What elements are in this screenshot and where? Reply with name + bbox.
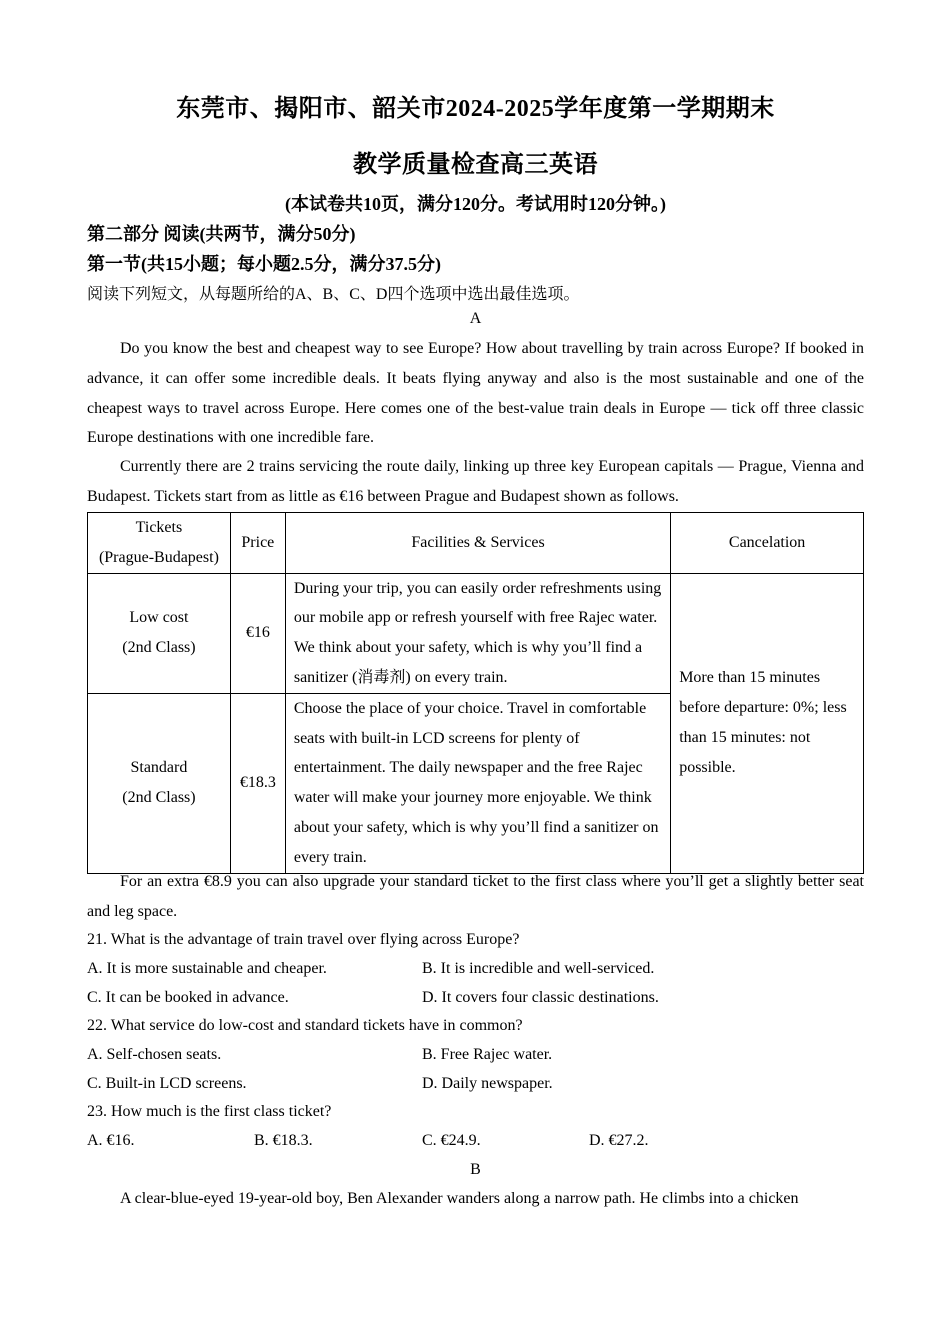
price-cell: €16 [230,573,285,693]
ticket-type-name: Standard [130,759,188,777]
passage-b-para1: A clear-blue-eyed 19-year-old boy, Ben Alexander wanders along a narrow path. He climbs into a chicken [120,1190,799,1207]
passage-a-para1: Do you know the best and cheapest way to see Europe? How about travelling by train across Europe? If booked in advance, it can offer some incredible deals. It beats flying anyway and also is the most sustainable and one of the cheapest ways to travel across Europe. Here comes one of the best-value train deals in Europe — tick off three classic Europe destinations with one incredible fare. [87,340,864,447]
price-cell: €18.3 [230,693,285,873]
header-tickets-line1: Tickets [135,519,183,536]
question-22-option-c: C. Built-in LCD screens. [87,1075,247,1092]
exam-title-line1: 东莞市、揭阳市、韶关市2024-2025学年度第一学期期末 [176,96,775,122]
header-tickets [88,513,231,574]
section-heading: 第一节(共15小题；每小题2.5分，满分37.5分) [87,254,441,274]
header-cancelation: Cancelation [671,513,864,574]
instruction: 阅读下列短文，从每题所给的A、B、C、D四个选项中选出最佳选项。 [87,286,580,303]
question-23-option-b: B. €18.3. [254,1132,313,1149]
ticket-type-name: Low cost [129,609,189,627]
table-header-row [88,513,864,574]
part-heading: 第二部分 阅读(共两节，满分50分) [87,224,356,244]
facilities-cell: During your trip, you can easily order refreshments using our mobile app or refresh yourself with free Rajec water. We think about your safety, which is why you’ll find a sanitizer (消毒剂) on every train. [285,573,670,693]
header-facilities: Facilities & Services [285,513,670,574]
facilities-cell: Choose the place of your choice. Travel in comfortable seats with built-in LCD screens for plenty of entertainment. The daily newspaper and the free Rajec water will make your journey more enjoyable. We think about your safety, which is why you’ll find a sanitizer on every train. [285,693,670,873]
question-23-option-c: C. €24.9. [422,1132,481,1149]
passage-b-label: B [470,1161,481,1178]
exam-title-line2: 教学质量检查高三英语 [353,152,598,178]
question-21-option-d: D. It covers four classic destinations. [422,989,659,1006]
question-23-option-a: A. €16. [87,1132,135,1149]
table-row [88,573,864,693]
header-price: Price [230,513,285,574]
question-21-stem: 21. What is the advantage of train travel over flying across Europe? [87,931,520,948]
passage-a-para3: For an extra €8.9 you can also upgrade your standard ticket to the first class where you’ll get a slightly better seat and leg space. [87,873,864,920]
question-22-stem: 22. What service do low-cost and standard tickets have in common? [87,1017,523,1034]
cancelation-cell: More than 15 minutes before departure: 0%; less than 15 minutes: not possible. [671,573,864,873]
ticket-table [87,512,864,874]
header-tickets-line2: (Prague-Budapest) [98,548,219,566]
exam-note: (本试卷共10页，满分120分。考试用时120分钟。) [285,194,666,214]
ticket-class: (2nd Class) [122,789,196,807]
passage-a-label: A [469,310,482,327]
ticket-class: (2nd Class) [122,639,196,657]
passage-a-para2: Currently there are 2 trains servicing the route daily, linking up three key European capitals — Prague, Vienna and Budapest. Tickets start from as little as €16 between Prague and Budapest shown as follows. [87,458,864,505]
question-22-option-b: B. Free Rajec water. [422,1046,553,1063]
question-22-option-d: D. Daily newspaper. [422,1075,553,1092]
ticket-type-cell [88,573,231,693]
question-21-option-a: A. It is more sustainable and cheaper. [87,960,327,977]
question-21-option-b: B. It is incredible and well-serviced. [422,960,655,977]
question-23-stem: 23. How much is the first class ticket? [87,1103,332,1120]
question-21-option-c: C. It can be booked in advance. [87,989,289,1006]
question-23-option-d: D. €27.2. [589,1132,649,1149]
ticket-type-cell [88,693,231,873]
question-22-option-a: A. Self-chosen seats. [87,1046,222,1063]
